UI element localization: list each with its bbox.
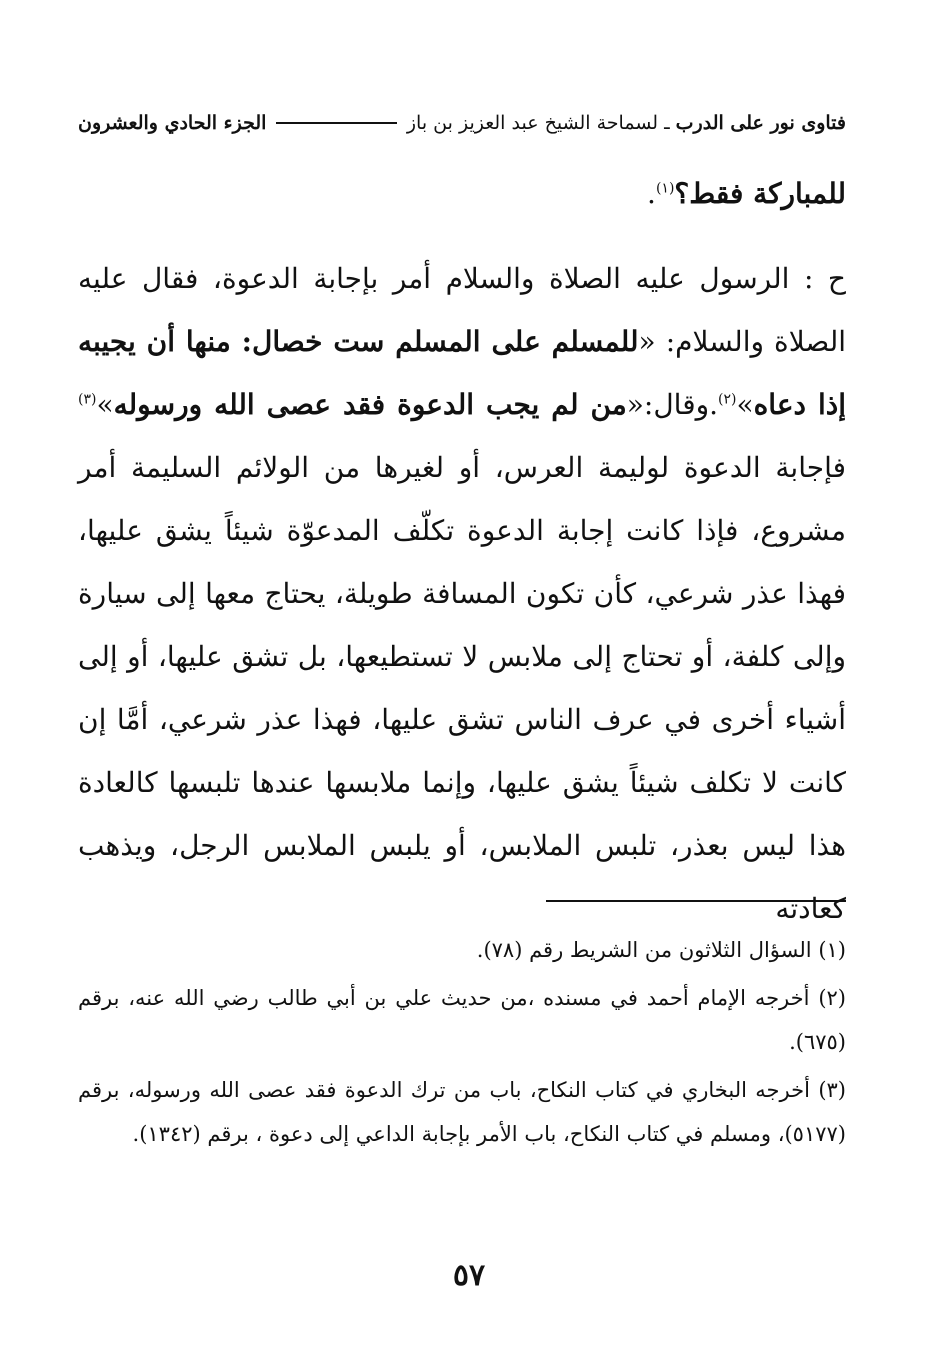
footnote-ref-1: (١) xyxy=(655,180,675,197)
header-separator: ـ xyxy=(664,112,670,134)
header-book-title: فتاوى نور على الدرب xyxy=(675,112,846,134)
footnote-2-number: (٢) xyxy=(818,986,846,1010)
question-tail-end: . xyxy=(647,177,656,210)
header-part: الجزء الحادي والعشرون xyxy=(78,112,267,134)
header-author: لسماحة الشيخ عبد العزيز بن باز xyxy=(406,112,659,134)
answer-part-1: ح : الرسول عليه الصلاة والسلام أمر بإجابة الدعوة، فقال عليه الصلاة والسلام: « xyxy=(78,262,847,358)
answer-part-2: » xyxy=(736,388,754,421)
footnotes xyxy=(78,928,846,1160)
footnote-3-text: أخرجه البخاري في كتاب النكاح، باب من ترك الدعوة فقد عصى الله ورسوله، برقم (٥١٧٧)، ومسلم في كتاب النكاح، باب الأمر بإجابة الداعي إلى دعوة ، برقم (١٣٤٢). xyxy=(78,1078,846,1146)
footnote-1 xyxy=(78,928,846,972)
main-text xyxy=(78,162,846,940)
footnote-2 xyxy=(78,976,846,1064)
footnote-2-text: أخرجه الإمام أحمد في مسنده ،من حديث علي بن أبي طالب رضي الله عنه، برقم (٦٧٥). xyxy=(78,986,846,1054)
hadith-quote-1: للمسلم على المسلم ست خصال: منها أن يجيبه إذا دعاه xyxy=(78,325,846,421)
footnote-separator xyxy=(546,900,846,902)
footnote-3 xyxy=(78,1068,846,1156)
answer-part-4: » xyxy=(96,388,114,421)
page-number: ٥٧ xyxy=(452,1258,486,1293)
footnote-1-number: (١) xyxy=(818,938,846,962)
footnote-1-text: السؤال الثلاثون من الشريط رقم (٧٨). xyxy=(476,938,812,962)
answer-part-3: .وقال:« xyxy=(626,388,719,421)
header-rule xyxy=(276,122,396,124)
answer-paragraph xyxy=(78,247,846,940)
footnote-ref-2: (٢) xyxy=(718,391,737,408)
hadith-quote-2: من لم يجب الدعوة فقد عصى الله ورسوله xyxy=(113,388,627,421)
footnote-3-number: (٣) xyxy=(818,1078,846,1102)
footnote-ref-3: (٣) xyxy=(78,391,97,408)
running-header xyxy=(78,112,846,134)
question-tail-text: للمباركة فقط؟ xyxy=(674,177,846,210)
question-tail xyxy=(78,162,846,225)
answer-part-5: فإجابة الدعوة لوليمة العرس، أو لغيرها من الولائم السليمة أمر مشروع، فإذا كانت إجابة الدعوة تكلّف المدعوّة شيئاً يشق عليها، فهذا عذر شرعي، كأن تكون المسافة طويلة، يحتاج معها إلى سيارة وإلى كلفة، أو تحتاج إلى ملابس لا تستطيعها، بل تشق عليها، أو إلى أشياء أخرى في عرف الناس تشق عليها، فهذا عذر شرعي، أمَّا إن كانت لا تكلف شيئاً يشق عليها، وإنما ملابسها عندها تلبسها كالعادة هذا ليس بعذر، تلبس الملابس، أو يلبس الملابس الرجل، ويذهب كعادته xyxy=(78,451,846,925)
